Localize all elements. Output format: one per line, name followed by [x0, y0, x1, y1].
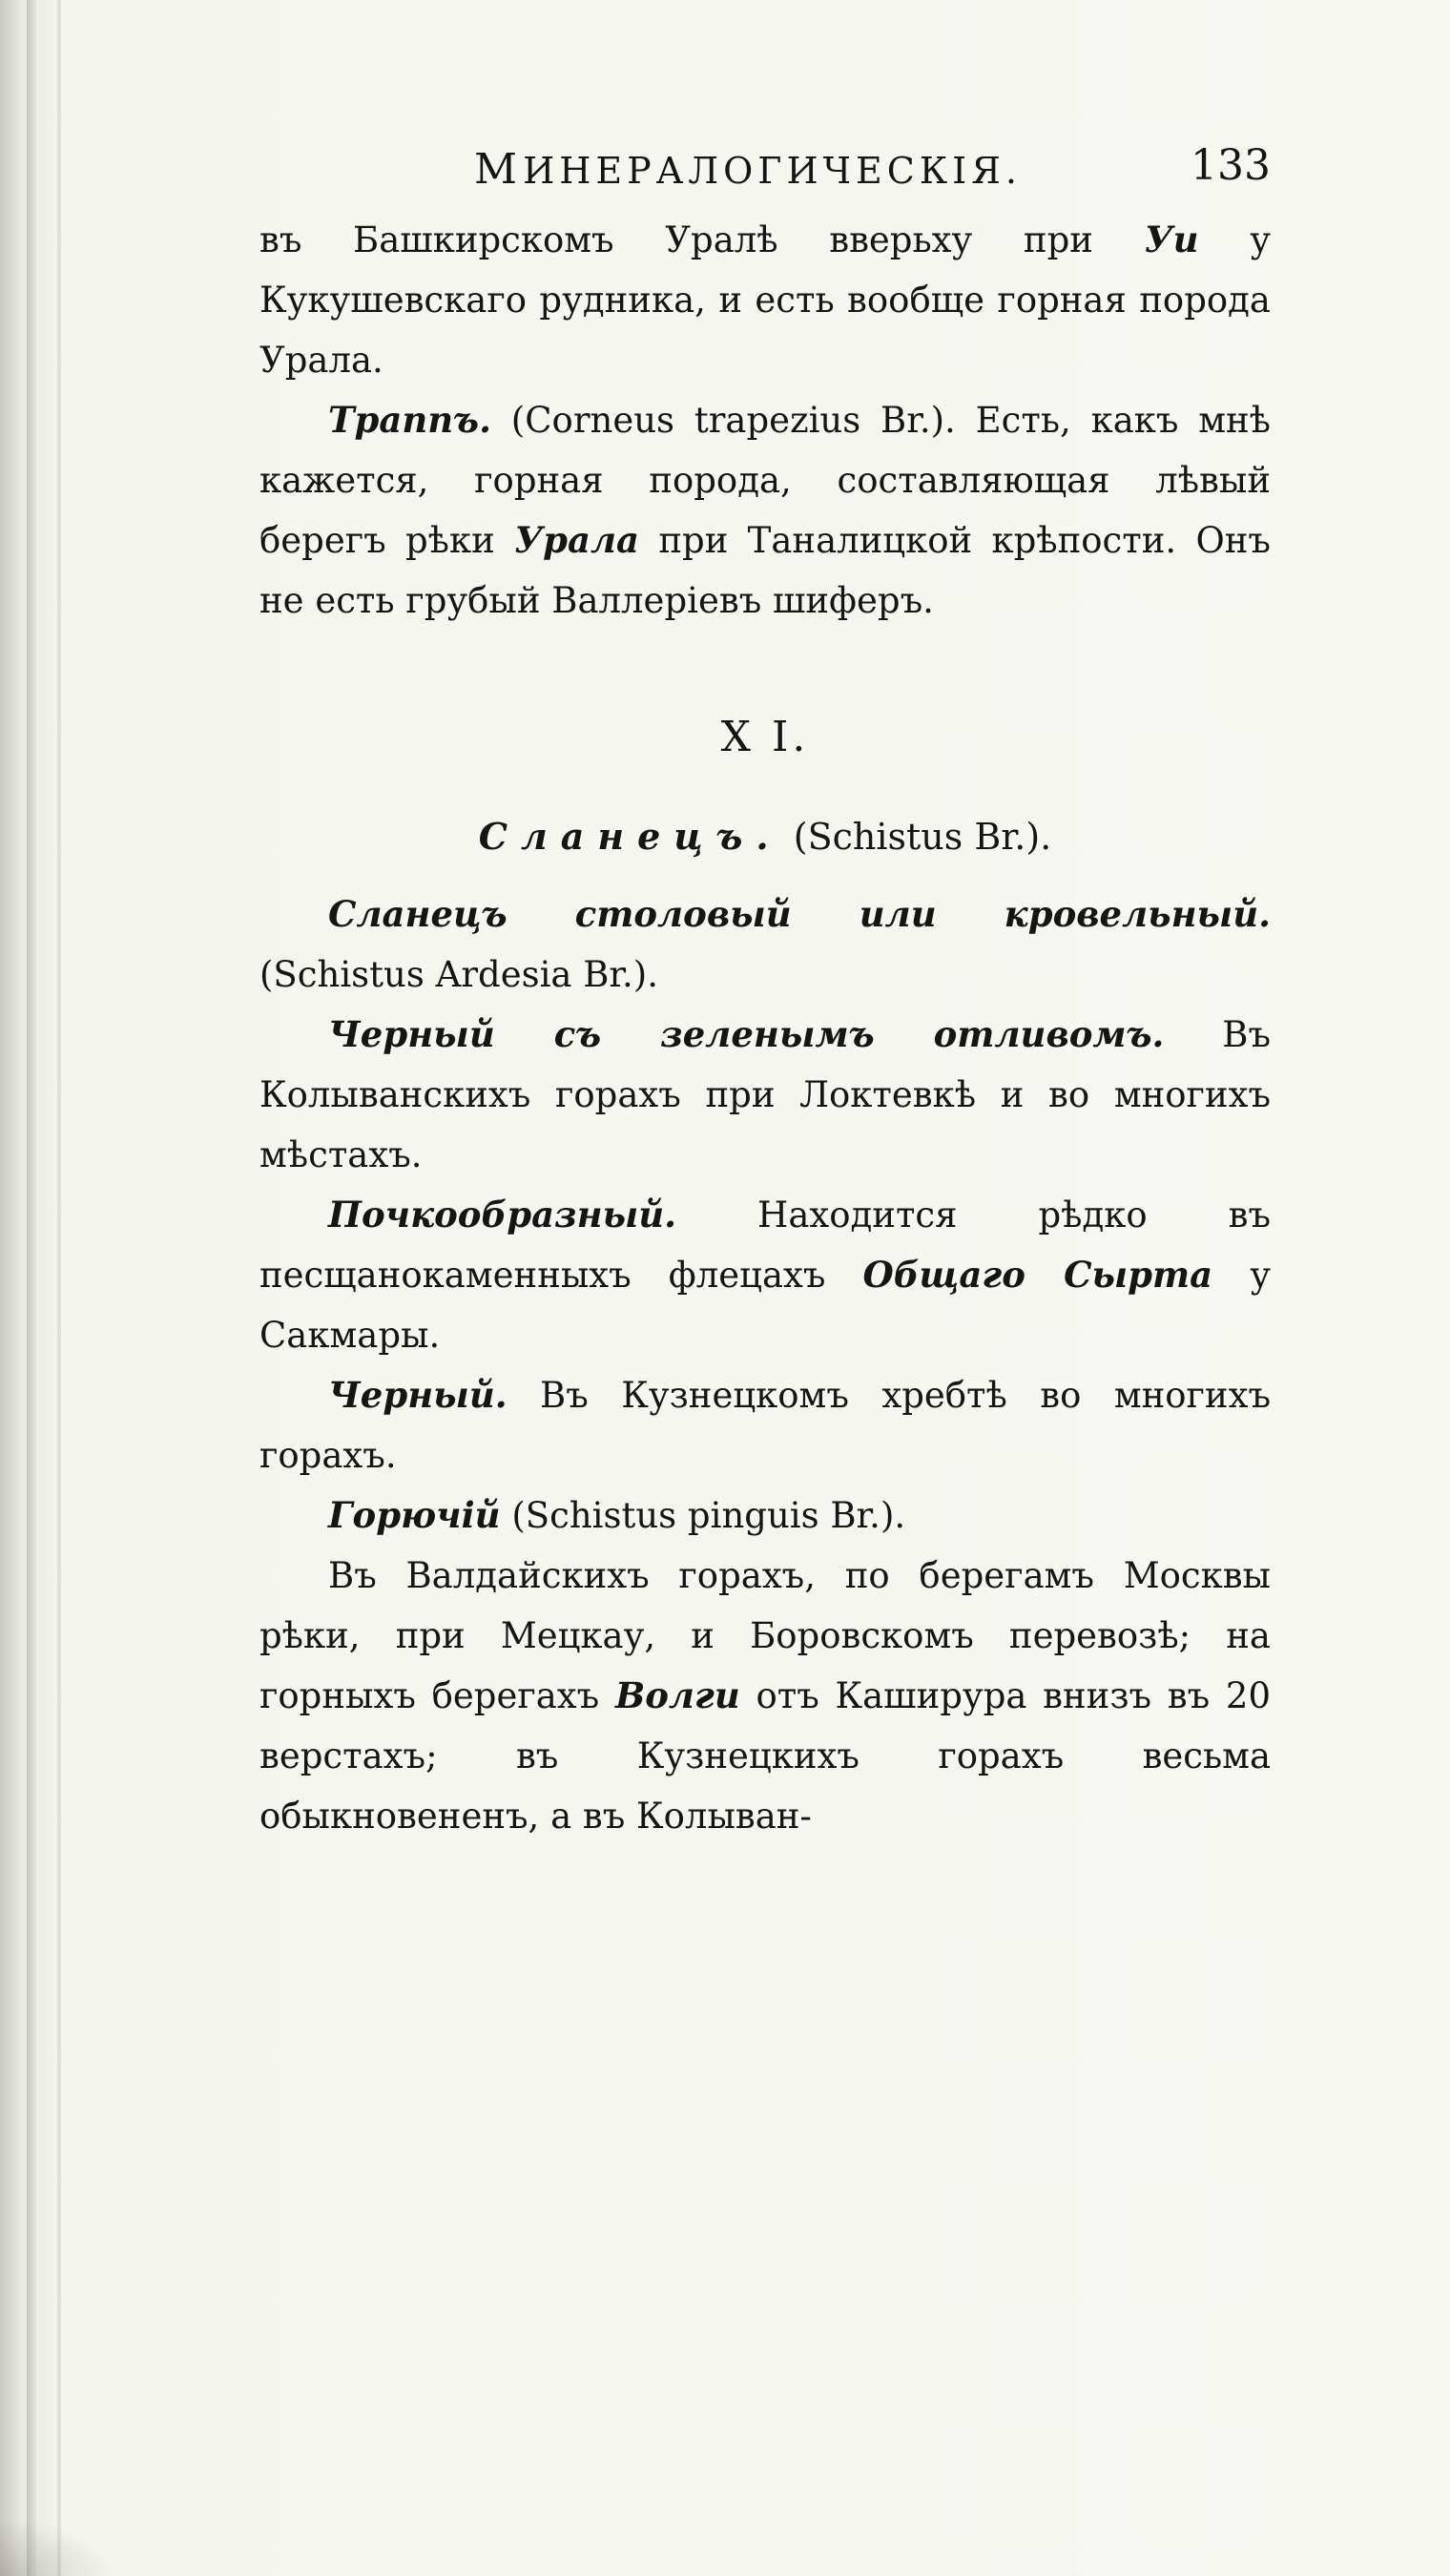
text-run: (Schistus pinguis Br.).: [500, 1495, 906, 1536]
italic-run: Урала: [514, 519, 640, 561]
section-title-latin: (Schistus Br.).: [793, 816, 1052, 858]
text-run: Въ Колыванскихъ горахъ при Локтевкѣ и во многихъ мѣстахъ.: [259, 1014, 1272, 1175]
running-head: [474, 145, 1022, 194]
section-title: [259, 815, 1271, 858]
paragraph: [259, 1365, 1271, 1485]
top-paragraphs: [259, 210, 1271, 631]
section-title-russian: Сланецъ.: [478, 815, 782, 858]
italic-run: Почкообразный.: [328, 1194, 677, 1236]
text-run: (Schistus Ardesia Br.).: [259, 954, 659, 995]
text-run: отъ Каширура внизъ въ 20 верстахъ; въ Кузнецкихъ горахъ весьма обыкновененъ, а въ Колыван-: [259, 1675, 1271, 1837]
text-run: Въ Кузнецкомъ хребтѣ во многихъ горахъ.: [259, 1375, 1271, 1476]
page-number: 133: [1191, 141, 1271, 190]
italic-run: Волги: [614, 1674, 740, 1716]
paragraph: [259, 884, 1271, 1005]
running-head-rest: ИНЕРАЛОГИЧЕСКІЯ.: [523, 150, 1022, 192]
italic-run: Траппъ.: [328, 399, 491, 441]
paragraph: [259, 1485, 1271, 1546]
paragraph: [259, 1185, 1271, 1365]
text-run: у Сакмары.: [259, 1255, 1271, 1356]
paragraph: [259, 1546, 1271, 1846]
page-corner: [0, 2519, 114, 2576]
text-run: у Кукушевскаго рудника, и есть вообще горная порода Урала.: [259, 219, 1272, 381]
text-run: въ Башкирскомъ Уралѣ вверьху при: [259, 219, 1145, 260]
italic-run: Сланецъ столовый или кровельный.: [328, 893, 1271, 935]
text-run: Въ Валдайскихъ горахъ, по берегамъ Москвы рѣки, при Мецкау, и Боровскомъ перевозѣ; на горныхъ берегахъ: [259, 1555, 1271, 1716]
paragraph: [259, 390, 1271, 631]
text-run: Находится рѣдко въ песщанокаменныхъ флецахъ: [259, 1195, 1271, 1296]
gutter-line: [57, 0, 61, 2576]
italic-run: Уи: [1144, 218, 1199, 260]
italic-run: Горючій: [328, 1494, 501, 1536]
binding-shadow: [27, 0, 36, 2576]
paragraph: [259, 1005, 1271, 1185]
running-head-initial: М: [474, 145, 524, 194]
text-run: при Таналицкой крѣпости. Онъ не есть грубый Валлеріевъ шиферъ.: [259, 520, 1271, 621]
page-header: [259, 134, 1271, 210]
italic-run: Черный съ зеленымъ отливомъ.: [328, 1013, 1165, 1055]
section-number: X I.: [720, 713, 810, 761]
paragraph: [259, 210, 1271, 390]
text-run: (Corneus trapezius Br.). Есть, какъ мнѣ кажется, горная порода, составляющая лѣвый берегъ рѣки: [259, 400, 1271, 561]
text-block: [259, 134, 1271, 1846]
italic-run: Общаго Сырта: [862, 1254, 1213, 1296]
bottom-paragraphs: [259, 884, 1271, 1846]
italic-run: Черный.: [328, 1374, 508, 1416]
